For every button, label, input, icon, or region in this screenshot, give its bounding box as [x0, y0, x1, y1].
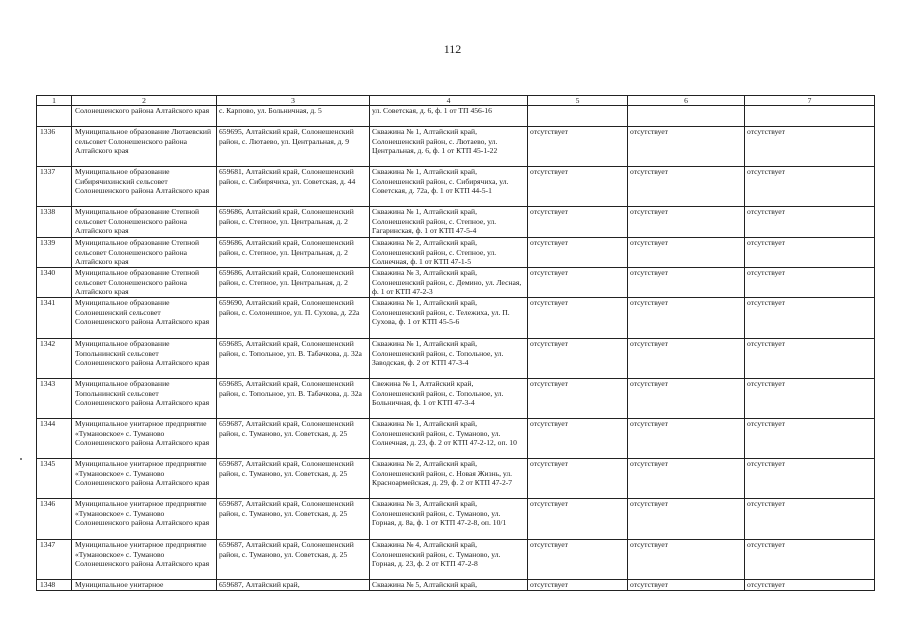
column-7-value: отсутствует — [745, 459, 875, 499]
organization-address: 659686, Алтайский край, Солонешенский район, с. Степное, ул. Центральная, д. 2 — [217, 207, 370, 238]
scan-speck — [20, 458, 22, 460]
organization-name: Муниципальное унитарное предприятие «Тумановское» с. Туманово Солонешенского района Алтайского края — [72, 499, 217, 540]
column-number-3: 3 — [217, 96, 370, 106]
well-location: ул. Советская, д. 6, ф. 1 от ТП 456-16 — [370, 106, 528, 127]
organization-name: Муниципальное образование Степной сельсовет Солонешенского района Алтайского края — [72, 238, 217, 268]
column-5-value: отсутствует — [528, 127, 628, 167]
row-number: 1346 — [37, 499, 72, 540]
organization-address: 659681, Алтайский край, Солонешенский район, с. Сибирячиха, ул. Советская, д. 44 — [217, 167, 370, 207]
column-7-value: отсутствует — [745, 499, 875, 540]
column-7-value: отсутствует — [745, 540, 875, 580]
table-row — [37, 580, 875, 591]
organization-name: Муниципальное образование Топольнинский сельсовет Солонешенского района Алтайского края — [72, 379, 217, 419]
table-row — [37, 499, 875, 540]
column-5-value: отсутствует — [528, 459, 628, 499]
column-5-value: отсутствует — [528, 419, 628, 459]
registry-body — [37, 106, 875, 591]
well-location: Скважина № 2, Алтайский край, Солонешенский район, с. Степное, ул. Солнечная, ф. 1 от КТП 47-1-5 — [370, 238, 528, 268]
row-number: 1348 — [37, 580, 72, 591]
well-location: Скважина № 1, Алтайский край, Солонешенский район, с. Тележиха, ул. П. Сухова, ф. 1 от КТП 45-5-6 — [370, 298, 528, 339]
well-location: Скважина № 1, Алтайский край, Солонешенский район, с. Топольное, ул. Заводская, ф. 2 от КТП 47-3-4 — [370, 339, 528, 379]
column-5-value: отсутствует — [528, 379, 628, 419]
row-number: 1341 — [37, 298, 72, 339]
column-7-value: отсутствует — [745, 238, 875, 268]
page-number: 112 — [443, 42, 462, 56]
column-6-value: отсутствует — [628, 499, 745, 540]
column-6-value — [628, 106, 745, 127]
column-6-value: отсутствует — [628, 127, 745, 167]
column-6-value: отсутствует — [628, 268, 745, 298]
column-number-7: 7 — [745, 96, 875, 106]
organization-address: с. Карпово, ул. Больничная, д. 5 — [217, 106, 370, 127]
organization-address: 659695, Алтайский край, Солонешенский район, с. Лютаево, ул. Центральная, д. 9 — [217, 127, 370, 167]
column-7-value: отсутствует — [745, 379, 875, 419]
column-6-value: отсутствует — [628, 580, 745, 591]
column-7-value: отсутствует — [745, 207, 875, 238]
column-7-value: отсутствует — [745, 167, 875, 207]
organization-name: Муниципальное унитарное — [72, 580, 217, 591]
column-number-5: 5 — [528, 96, 628, 106]
column-6-value: отсутствует — [628, 459, 745, 499]
column-7-value: отсутствует — [745, 268, 875, 298]
well-location: Скважина № 5, Алтайский край, — [370, 580, 528, 591]
organization-name: Солонешенского района Алтайского края — [72, 106, 217, 127]
table-row — [37, 379, 875, 419]
well-location: Скважина № 4, Алтайский край, Солонешенский район, с. Туманово, ул. Горная, д. 23, ф. 2 от КТП 47-2-8 — [370, 540, 528, 580]
registry-table — [36, 95, 875, 591]
organization-name: Муниципальное унитарное предприятие «Тумановское» с. Туманово Солонешенского района Алтайского края — [72, 459, 217, 499]
well-location: Скважина № 1, Алтайский край, Солонешенский район, с. Сибирячиха, ул. Советская, д. 72а, ф. 1 от КТП 44-5-1 — [370, 167, 528, 207]
column-number-4: 4 — [370, 96, 528, 106]
table-row — [37, 339, 875, 379]
column-5-value: отсутствует — [528, 540, 628, 580]
column-5-value: отсутствует — [528, 238, 628, 268]
organization-address: 659685, Алтайский край, Солонешенский район, с. Топольное, ул. В. Табачкова, д. 32а — [217, 379, 370, 419]
organization-name: Муниципальное образование Лютаевский сельсовет Солонешенского района Алтайского края — [72, 127, 217, 167]
well-location: Скважина № 1, Алтайский край, Солонешенский район, с. Лютаево, ул. Центральная, д. 6, ф. 1 от КТП 45-1-22 — [370, 127, 528, 167]
column-6-value: отсутствует — [628, 540, 745, 580]
table-row — [37, 540, 875, 580]
table-row — [37, 268, 875, 298]
table-row — [37, 298, 875, 339]
row-number: 1338 — [37, 207, 72, 238]
table-row — [37, 106, 875, 127]
table-row — [37, 127, 875, 167]
organization-address: 659687, Алтайский край, Солонешенский район, с. Туманово, ул. Советская, д. 25 — [217, 540, 370, 580]
column-5-value: отсутствует — [528, 580, 628, 591]
column-number-2: 2 — [72, 96, 217, 106]
organization-address: 659687, Алтайский край, Солонешенский район, с. Туманово, ул. Советская, д. 25 — [217, 459, 370, 499]
organization-name: Муниципальное образование Степной сельсовет Солонешенского района Алтайского края — [72, 268, 217, 298]
well-location: Скважина № 3, Алтайский край, Солонешенский район, с. Туманово, ул. Горная, д. 8а, ф. 1 от КТП 47-2-8, оп. 10/1 — [370, 499, 528, 540]
organization-address: 659685, Алтайский край, Солонешенский район, с. Топольное, ул. В. Табачкова, д. 32а — [217, 339, 370, 379]
column-6-value: отсутствует — [628, 339, 745, 379]
well-location: Свежина № 1, Алтайский край, Солонешенский район, с. Топольное, ул. Больничная, ф. 1 от КТП 47-3-4 — [370, 379, 528, 419]
column-7-value: отсутствует — [745, 127, 875, 167]
column-6-value: отсутствует — [628, 167, 745, 207]
row-number: 1336 — [37, 127, 72, 167]
table-row — [37, 238, 875, 268]
column-7-value: отсутствует — [745, 419, 875, 459]
well-location: Скважина № 2, Алтайский край, Солонешенский район, с. Новая Жизнь, ул. Красноармейская, д. 29, ф. 2 от КТП 47-2-7 — [370, 459, 528, 499]
organization-name: Муниципальное образование Солонешенский сельсовет Солонешенского района Алтайского края — [72, 298, 217, 339]
table-row — [37, 419, 875, 459]
column-7-value: отсутствует — [745, 580, 875, 591]
column-5-value: отсутствует — [528, 268, 628, 298]
column-5-value — [528, 106, 628, 127]
row-number: 1344 — [37, 419, 72, 459]
column-7-value: отсутствует — [745, 298, 875, 339]
row-number — [37, 106, 72, 127]
column-5-value: отсутствует — [528, 298, 628, 339]
column-6-value: отсутствует — [628, 238, 745, 268]
organization-name: Муниципальное унитарное предприятие «Тумановское» с. Туманово Солонешенского района Алтайского края — [72, 540, 217, 580]
column-7-value: отсутствует — [745, 339, 875, 379]
row-number: 1347 — [37, 540, 72, 580]
organization-name: Муниципальное образование Степной сельсовет Солонешенского района Алтайского края — [72, 207, 217, 238]
organization-name: Муниципальное образование Сибирячихинский сельсовет Солонешенского района Алтайского края — [72, 167, 217, 207]
column-6-value: отсутствует — [628, 298, 745, 339]
organization-address: 659686, Алтайский край, Солонешенский район, с. Степное, ул. Центральная, д. 2 — [217, 268, 370, 298]
organization-address: 659690, Алтайский край, Солонешенский район, с. Солонешное, ул. П. Сухова, д. 22а — [217, 298, 370, 339]
table-row — [37, 167, 875, 207]
row-number: 1345 — [37, 459, 72, 499]
column-number-1: 1 — [37, 96, 72, 106]
column-number-6: 6 — [628, 96, 745, 106]
column-6-value: отсутствует — [628, 379, 745, 419]
well-location: Скважина № 1, Алтайский край, Солонешенский район, с. Степное, ул. Гагаринская, ф. 1 от КТП 47-5-4 — [370, 207, 528, 238]
organization-address: 659687, Алтайский край, Солонешенский район, с. Туманово, ул. Советская, д. 25 — [217, 499, 370, 540]
row-number: 1337 — [37, 167, 72, 207]
column-7-value — [745, 106, 875, 127]
column-6-value: отсутствует — [628, 419, 745, 459]
organization-name: Муниципальное унитарное предприятие «Тумановское» с. Туманово Солонешенского района Алтайского края — [72, 419, 217, 459]
column-5-value: отсутствует — [528, 499, 628, 540]
well-location: Скважина № 3, Алтайский край, Солонешенский район, с. Демино, ул. Лесная, ф. 1 от КТП 47-2-3 — [370, 268, 528, 298]
column-5-value: отсутствует — [528, 207, 628, 238]
column-5-value: отсутствует — [528, 339, 628, 379]
organization-address: 659686, Алтайский край, Солонешенский район, с. Степное, ул. Центральная, д. 2 — [217, 238, 370, 268]
organization-address: 659687, Алтайский край, — [217, 580, 370, 591]
row-number: 1342 — [37, 339, 72, 379]
table-row — [37, 459, 875, 499]
organization-name: Муниципальное образование Топольнинский сельсовет Солонешенского района Алтайского края — [72, 339, 217, 379]
column-6-value: отсутствует — [628, 207, 745, 238]
column-5-value: отсутствует — [528, 167, 628, 207]
row-number: 1339 — [37, 238, 72, 268]
table-row — [37, 207, 875, 238]
organization-address: 659687, Алтайский край, Солонешенский район, с. Туманово, ул. Советская, д. 25 — [217, 419, 370, 459]
row-number: 1340 — [37, 268, 72, 298]
row-number: 1343 — [37, 379, 72, 419]
column-number-row — [37, 96, 875, 106]
well-location: Скважина № 1, Алтайский край, Солонешенский район, с. Туманово, ул. Солнечная, д. 23, ф. 2 от КТП 47-2-12, оп. 10 — [370, 419, 528, 459]
